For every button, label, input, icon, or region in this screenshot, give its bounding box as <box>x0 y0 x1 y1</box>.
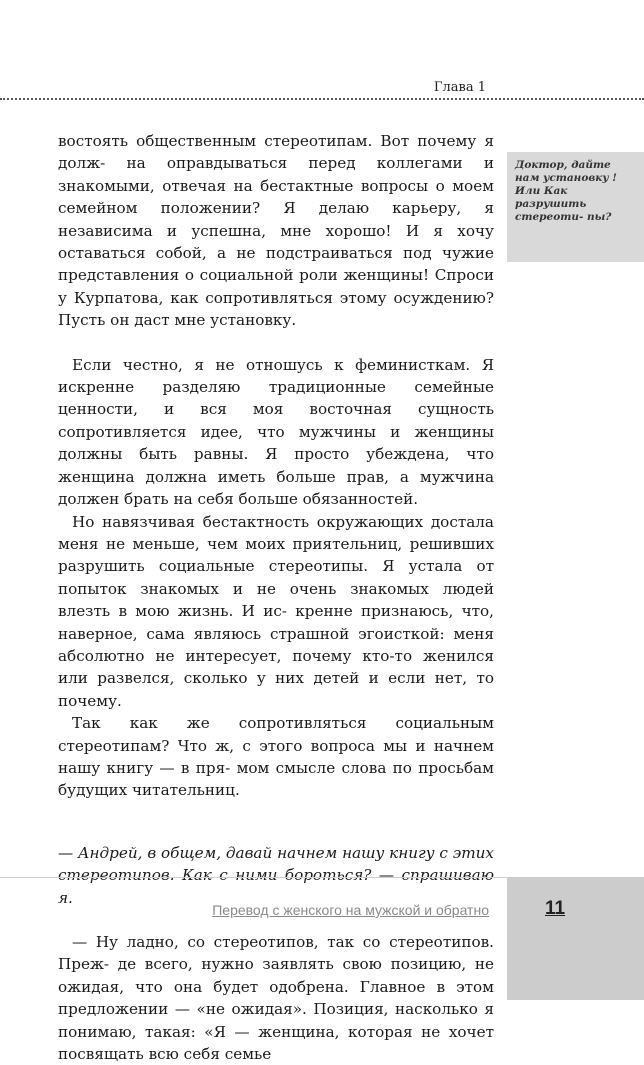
page-number-box <box>507 877 644 1000</box>
dialogue-question: — Андрей, в общем, давай начнем нашу книгу с этих стереотипов. Как с ними бороться? — спрашиваю я. <box>58 843 494 907</box>
paragraph: — Ну ладно, со стереотипов, так со стереотипов. Преж- де всего, нужно заявлять свою позицию, не ожидая, что она будет одобрена. Главное в этом предложении — «не ожидая». Позиция, насколько я понимаю, такая: «Я — женщина, которая не хочет посвящать всю себя семье <box>58 933 494 1064</box>
paragraph: Если честно, я не отношусь к феминисткам. Я искренне разделяю традиционные семейные ценности, и вся моя восточная сущность сопротивляется идее, что мужчины и женщины должны быть равны. Я просто убеждена, что женщина должна иметь больше прав, а мужчина должен брать на себя больше обязанностей. <box>58 355 494 509</box>
chapter-label: Глава 1 <box>433 80 486 95</box>
body-text <box>58 130 494 1065</box>
book-title: Перевод с женского на мужской и обратно <box>212 902 489 918</box>
header-divider <box>0 98 644 100</box>
paragraph: Но навязчивая бестактность окружающих достала меня не меньше, чем моих приятельниц, решивших разрушить социальные стереотипы. Я устала от попыток знакомых и не очень знакомых людей влезть в мою жизнь. И ис- кренне признаюсь, что, наверное, сама являюсь страшной эгоисткой: меня абсолютно не интересует, почему кто-то женился или развелся, сколько у них детей и если нет, то почему. <box>58 512 494 710</box>
page-number: 11 <box>544 898 566 919</box>
paragraph: Так как же сопротивляться социальным стереотипам? Что ж, с этого вопроса мы и начнем нашу книгу — в пря- мом смысле слова по просьбам будущих читательниц. <box>58 714 494 800</box>
sidebar-note: Доктор, дайте нам установку ! Или Как разрушить стереоти- пы? <box>507 152 644 262</box>
paragraph: востоять общественным стереотипам. Вот почему я долж- на оправдываться перед коллегами и знакомыми, отвечая на бестактные вопросы о моем семейном положении? Я делаю карьеру, я независима и успешна, мне хорошо! И я хочу оставаться собой, а не подстраиваться под чужие представления о социальной роли женщины! Спроси у Курпатова, как сопротивляться этому осуждению? Пусть он даст мне установку. <box>58 132 494 330</box>
